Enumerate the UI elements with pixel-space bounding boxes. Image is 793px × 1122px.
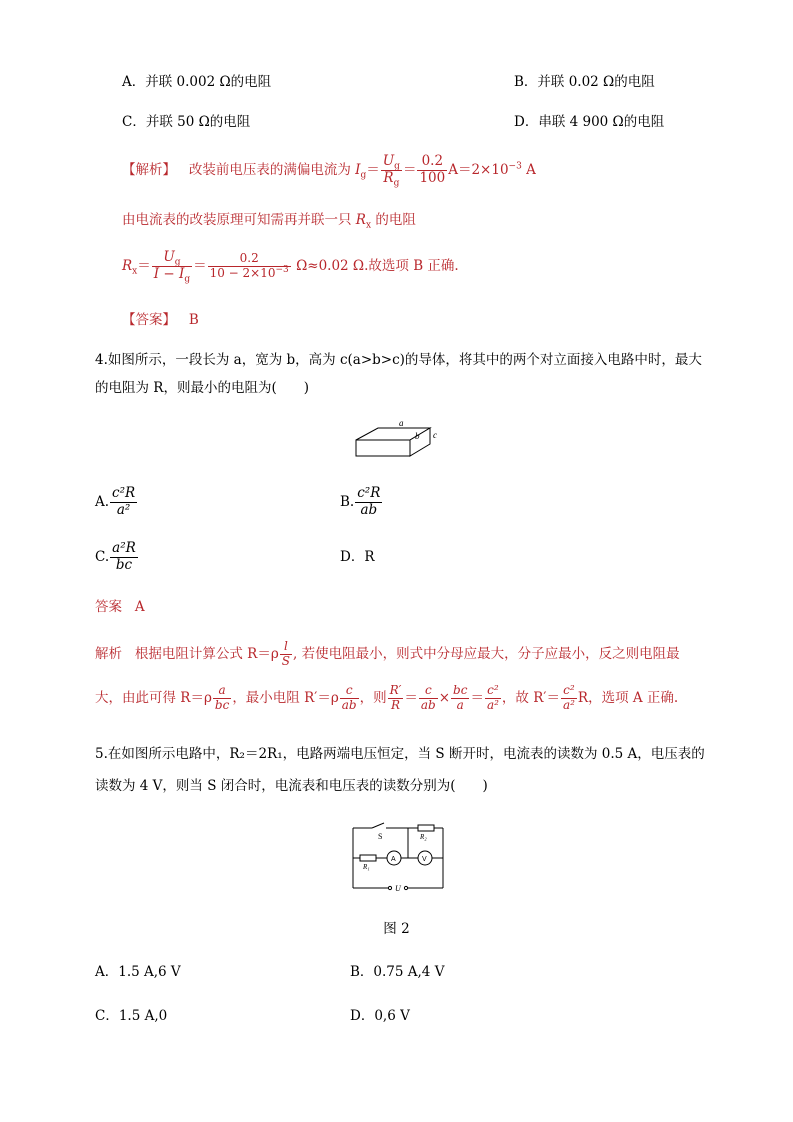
- rx-sub: x: [365, 220, 372, 231]
- exp-1: −3: [508, 161, 522, 172]
- q3-analysis-line1: [122, 152, 536, 188]
- rx-symbol: R: [355, 212, 366, 228]
- result-1: A＝2×10: [448, 162, 509, 178]
- box-label-c: c: [433, 430, 437, 440]
- q5-option-a: A．1.5 A,6 V: [95, 964, 181, 980]
- q5-option-b: B．0.75 A,4 V: [350, 964, 445, 980]
- answer-value: B: [188, 312, 199, 328]
- ig-sub: g: [360, 170, 367, 181]
- label-r1: R₁: [363, 863, 370, 871]
- line3-end: Ω≈0.02 Ω.故选项 B 正确.: [291, 258, 459, 274]
- q4-analysis-line1: 解析 根据电阻计算公式 R＝ρ $\frac{l}{S}$ , 若使电阻最小，则式中分母应最大，分子应最小，反之则电阻最: [95, 639, 680, 668]
- answer-value: A: [134, 599, 145, 615]
- ig-symbol: I: [355, 162, 361, 178]
- box-label-b: b: [415, 431, 420, 441]
- label-v: V: [422, 856, 427, 863]
- resistor-r2: [418, 825, 434, 831]
- q3-analysis-line3: [122, 248, 459, 284]
- q5-stem-line1: 5.在如图所示电路中，R₂＝2R₁，电路两端电压恒定，当 S 断开时，电流表的读数为 0.5 A，电压表的: [95, 746, 705, 762]
- q3-option-d: D．串联 4 900 Ω的电阻: [514, 114, 665, 130]
- label-r2: R₂: [420, 833, 427, 841]
- q5-option-c: C．1.5 A,0: [95, 1008, 168, 1024]
- q3-option-c: C．并联 50 Ω的电阻: [122, 114, 251, 130]
- q4-option-c: C. $\frac{\text{a²R}}{bc}$: [95, 540, 136, 573]
- q3-analysis-line2: [122, 210, 416, 230]
- ug-over-rg: $\frac{U_g}{R_g}$: [382, 153, 400, 189]
- q5-stem-line2: 读数为 4 V，则当 S 闭合时，电流表和电压表的读数分别为( ): [95, 778, 488, 794]
- answer-label: 答案: [95, 599, 122, 615]
- q5-option-d: D．0,6 V: [350, 1008, 410, 1024]
- q4-stem-line1: 4.如图所示，一段长为 a，宽为 b，高为 c(a>b>c)的导体，将其中的两个对立面接入电路中时，最大: [95, 352, 702, 368]
- figure-caption: 图 2: [383, 921, 410, 937]
- q3-option-a: A．并联 0.002 Ω的电阻: [122, 74, 272, 90]
- rx2-symbol: R: [122, 258, 133, 274]
- line2-end: 的电阻: [371, 212, 416, 228]
- q3-answer: [122, 310, 199, 330]
- fraction-02-over: $\frac{0.2}{10 - 2\times 10^{-3}}$: [209, 251, 289, 280]
- q4-stem-line2: 的电阻为 R，则最小的电阻为( ): [95, 380, 309, 396]
- box-label-a: a: [399, 418, 404, 428]
- q3-option-b: B．并联 0.02 Ω的电阻: [514, 74, 655, 90]
- resistor-r1: [360, 855, 376, 861]
- switch-blade: [372, 823, 384, 828]
- answer-label: 【答案】: [122, 312, 176, 328]
- line2-text: 由电流表的改装原理可知需再并联一只: [122, 212, 356, 228]
- box-front-face: [356, 440, 410, 456]
- eq-sign-2: ＝: [402, 162, 417, 178]
- label-u: U: [395, 884, 401, 893]
- q4-option-b: B. $\frac{\text{c²R}}{ab}$: [340, 485, 381, 518]
- fraction-02-100: $\frac{0.2}{100}$: [419, 153, 446, 186]
- q3-analysis-label: 【解析】: [122, 162, 176, 178]
- unit-a: A: [521, 162, 536, 178]
- circuit-figure: [348, 818, 448, 894]
- analysis-label: 解析: [95, 646, 122, 662]
- eq-sign-3: ＝: [137, 258, 151, 274]
- eq-sign: ＝: [366, 162, 380, 178]
- q4-analysis-line2: 大，由此可得 R＝ρ $\frac{a}{bc}$ ，最小电阻 R′＝ρ $\frac{c}{ab}$ ，则 $\frac{R'}{R}$ ＝ $\frac{c}{ab}$ × $\frac{bc}{a}$ ＝ $\frac{\text{c²}}{\text{a²}}$ ，故 R′＝ $\frac{\text{c²}}{\text{a²}}$ R，选项 A 正确.: [95, 683, 679, 712]
- conductor-box-figure: [352, 418, 444, 464]
- ug-over-i-ig: $\frac{U_g}{I - I_g}$: [153, 249, 191, 285]
- q4-answer: [95, 597, 145, 617]
- q4-option-a: A. $\frac{\text{c²R}}{\text{a²}}$: [95, 485, 136, 518]
- label-a: A: [391, 856, 396, 863]
- rx2-sub: x: [132, 266, 138, 277]
- label-s: S: [378, 832, 383, 841]
- q3-analysis-text: 改装前电压表的满偏电流为: [188, 162, 356, 178]
- eq-sign-4: ＝: [193, 258, 207, 274]
- q4-option-d: D．R: [340, 549, 375, 565]
